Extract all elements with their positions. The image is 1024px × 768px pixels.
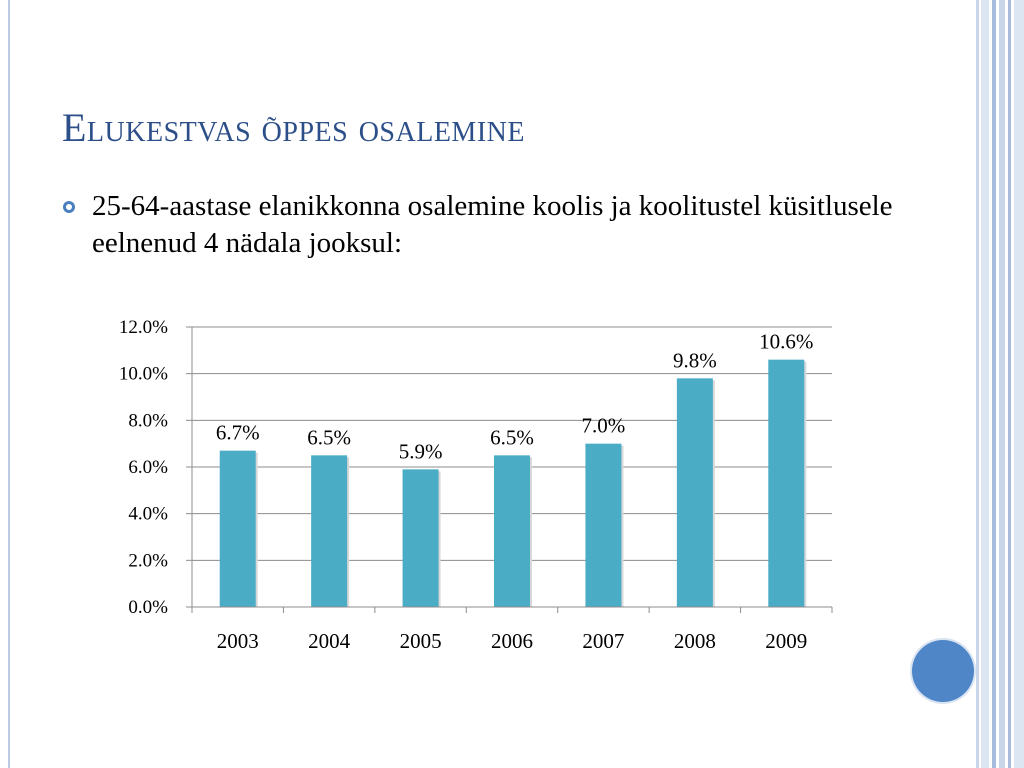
y-tick-label: 12.0% [118,317,168,338]
data-label: 7.0% [581,413,626,438]
y-tick-label: 4.0% [128,503,168,525]
x-tick-label: 2007 [582,629,625,653]
slide-title: Elukestvas õppes osalemine [62,105,525,150]
data-label: 6.7% [215,420,260,445]
bullet-text: 25-64-aastase elanikkonna osalemine koolis ja koolitustel küsitlusele eelnenud 4 nädala jooksul: [92,190,893,259]
x-tick-label: 2008 [673,629,716,653]
x-tick-label: 2004 [308,629,351,653]
data-label: 10.6% [759,329,814,354]
bar-2004 [311,455,347,607]
bar-2003 [220,451,256,607]
circle-decoration [912,640,974,702]
data-label: 9.8% [672,348,717,373]
y-tick-label: 0.0% [128,597,168,618]
x-tick-label: 2003 [216,629,259,653]
bar-2007 [585,444,621,607]
bar-2005 [403,469,439,607]
y-tick-label: 2.0% [128,550,168,572]
x-tick-label: 2005 [399,629,442,653]
bar-2009 [768,360,804,607]
x-tick-label: 2006 [491,629,533,653]
bar-2006 [494,455,530,607]
y-tick-label: 8.0% [128,410,168,432]
y-tick-label: 6.0% [128,457,168,478]
data-label: 5.9% [398,439,443,464]
x-tick-label: 2009 [765,629,808,653]
bar-2008 [677,378,713,607]
y-tick-label: 10.0% [118,363,168,385]
data-label: 6.5% [307,425,352,450]
data-label: 6.5% [490,425,534,450]
